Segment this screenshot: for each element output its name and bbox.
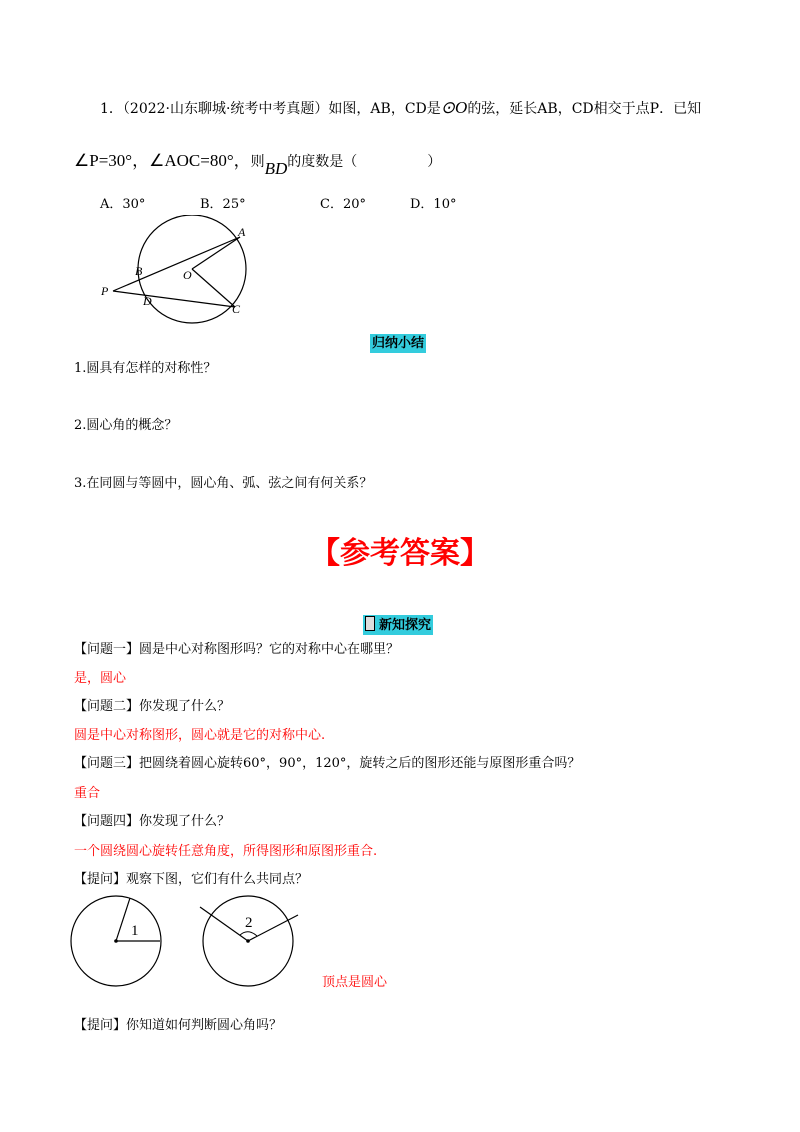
question-1-figure (95, 215, 265, 330)
circle-2-center (246, 939, 250, 943)
angle-aoc: ∠AOC (149, 151, 201, 170)
option-a: A．30° (100, 197, 146, 212)
answer-one: 是，圆心 (74, 671, 127, 686)
option-c: C．20° (320, 197, 366, 212)
central-angle-figures (70, 895, 330, 995)
question-two: 【问题二】你发现了什么？ (74, 699, 231, 714)
summary-item-2: 2.圆心角的概念？ (74, 418, 178, 433)
answer-two: 圆是中心对称图形，圆心就是它的对称中心. (74, 728, 326, 743)
answer-four: 一个圆绕圆心旋转任意角度，所得图形和原图形重合. (74, 844, 378, 859)
angle-p: ∠P (74, 151, 99, 170)
point-d-label: D (143, 294, 152, 308)
summary-badge: 归纳小结 (372, 336, 425, 351)
angle-2-label: 2 (245, 915, 253, 931)
summary-item-3: 3.在同圆与等圆中，圆心角、弧、弦之间有何关系？ (74, 476, 373, 491)
answer-three: 重合 (74, 786, 101, 801)
checkbox-icon (365, 616, 375, 631)
point-c-label: C (232, 302, 241, 316)
angle-2-arc (240, 932, 257, 936)
then-word: 则 (250, 154, 265, 170)
summary-item-1: 1.圆具有怎样的对称性？ (74, 361, 217, 376)
angle-p-value: =30°， (98, 151, 150, 170)
question-five: 【提问】观察下图，它们有什么共同点？ (74, 872, 309, 887)
question-four: 【问题四】你发现了什么？ (74, 814, 231, 829)
option-d: D．10° (410, 197, 457, 212)
point-b-label: B (135, 264, 143, 278)
point-p-label: P (101, 284, 109, 298)
question-1-text-a: 1．（2022·山东聊城·统考中考真题）如图，AB，CD是 (100, 101, 441, 117)
angle-1-label: 1 (131, 923, 139, 939)
new-knowledge-badge-label: 新知探究 (379, 618, 432, 633)
answer-five: 顶点是圆心 (322, 975, 388, 990)
new-knowledge-badge (363, 615, 433, 635)
question-six: 【提问】你知道如何判断圆心角吗？ (74, 1018, 283, 1033)
circle-o-symbol: ⊙O (440, 98, 468, 117)
circle-1-center (114, 939, 118, 943)
question-1-line-2 (74, 146, 442, 178)
circle-2-ray-left (200, 907, 248, 941)
option-b: B．25° (200, 197, 246, 212)
secant-pc (113, 291, 235, 307)
angle-aoc-value: =80°， (200, 151, 251, 170)
question-three: 【问题三】把圆绕着圆心旋转60°，90°，120°，旋转之后的图形还能与原图形重合吗？ (74, 756, 581, 771)
radius-oc (192, 269, 235, 307)
question-1-line-1 (100, 98, 701, 118)
question-1-tail: 的度数是（ ） (287, 154, 442, 170)
circle-1-radius-up (116, 898, 130, 941)
secant-pa (113, 237, 240, 291)
arc-bd-label: BD (264, 159, 288, 178)
question-1-text-b: 的弦，延长AB，CD相交于点P．已知 (467, 101, 702, 117)
point-a-label: A (238, 225, 246, 239)
question-one: 【问题一】圆是中心对称图形吗？它的对称中心在哪里？ (74, 642, 400, 657)
answer-title: 【参考答案】 (310, 536, 490, 571)
point-o-label: O (183, 268, 192, 282)
radius-oa (192, 237, 240, 269)
